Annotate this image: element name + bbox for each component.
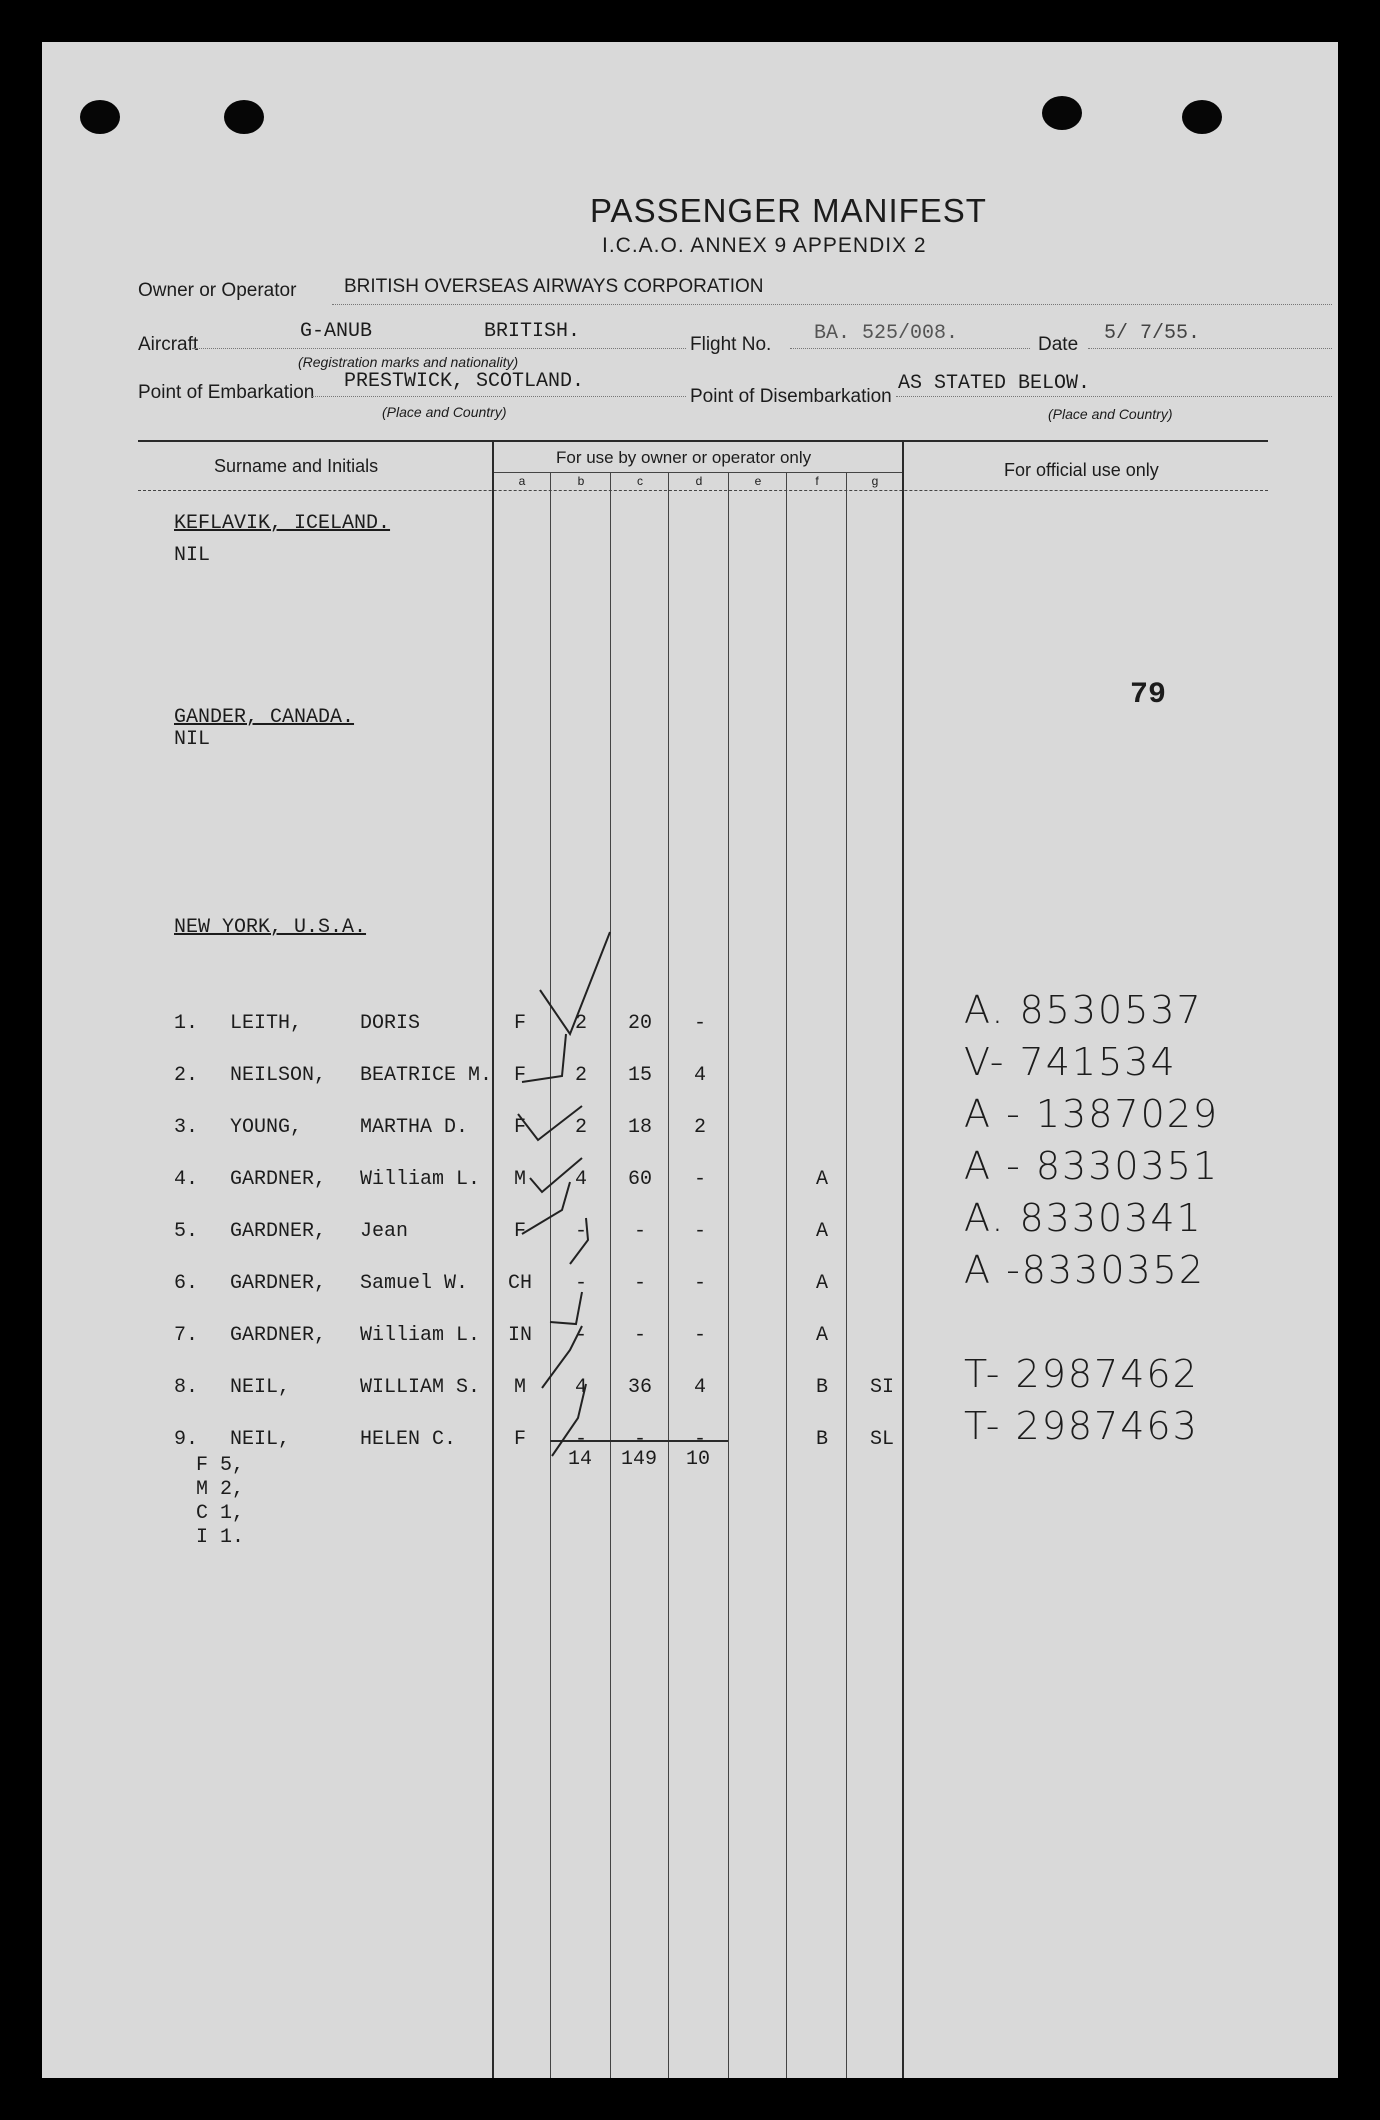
passenger-col-a: F xyxy=(513,1012,526,1035)
passenger-official-number: V- 741534 xyxy=(964,1040,1177,1084)
flight-label: Flight No. xyxy=(690,334,772,355)
passenger-col-a: F xyxy=(513,1116,526,1139)
passenger-col-c: 20 xyxy=(627,1012,652,1035)
column-g-letter: g xyxy=(871,474,879,488)
passenger-col-b: 4 xyxy=(574,1376,587,1399)
passenger-col-d: 4 xyxy=(693,1064,706,1087)
surname-header: Surname and Initials xyxy=(214,456,379,476)
passenger-col-c: 36 xyxy=(627,1376,652,1399)
column-e-letter: e xyxy=(754,474,762,488)
passenger-col-d: - xyxy=(693,1220,706,1243)
passenger-col-f: A xyxy=(815,1324,828,1347)
passenger-col-d: 2 xyxy=(693,1116,706,1139)
destination-keflavik-note: NIL xyxy=(174,544,211,567)
owner-value: BRITISH OVERSEAS AIRWAYS CORPORATION xyxy=(344,276,764,297)
passenger-given-name: Jean xyxy=(360,1220,409,1243)
column-b-letter: b xyxy=(577,474,585,488)
passenger-col-d: - xyxy=(693,1012,706,1035)
passenger-number: 9. xyxy=(174,1428,199,1451)
passenger-given-name: HELEN C. xyxy=(360,1428,457,1451)
owner-label: Owner or Operator xyxy=(138,280,297,301)
passenger-col-f: A xyxy=(815,1272,828,1295)
passenger-col-b: - xyxy=(574,1428,587,1451)
passenger-surname: GARDNER, xyxy=(230,1168,327,1191)
passenger-col-d: - xyxy=(693,1168,706,1191)
passenger-given-name: MARTHA D. xyxy=(360,1116,469,1139)
passenger-col-f: A xyxy=(815,1168,828,1191)
passenger-col-c: - xyxy=(633,1324,646,1347)
passenger-col-g: SI xyxy=(869,1376,894,1399)
passenger-official-number: A. 8330341 xyxy=(964,1196,1203,1240)
passenger-col-c: - xyxy=(633,1220,646,1243)
passenger-col-f: A xyxy=(815,1220,828,1243)
destination-keflavik: KEFLAVIK, ICELAND. xyxy=(174,512,391,535)
passenger-col-b: 4 xyxy=(574,1168,587,1191)
passenger-number: 7. xyxy=(174,1324,199,1347)
column-a-letter: a xyxy=(518,474,526,488)
passenger-surname: NEIL, xyxy=(230,1428,291,1451)
passenger-col-a: F xyxy=(513,1428,526,1451)
manifest-page xyxy=(42,42,1338,2078)
passenger-col-d: - xyxy=(693,1324,706,1347)
passenger-col-c: - xyxy=(633,1272,646,1295)
passenger-col-b: - xyxy=(574,1272,587,1295)
summary-female: F 5, xyxy=(196,1454,245,1477)
passenger-surname: NEILSON, xyxy=(230,1064,327,1087)
passenger-surname: GARDNER, xyxy=(230,1272,327,1295)
passenger-col-b: - xyxy=(574,1324,587,1347)
passenger-col-a: IN xyxy=(507,1324,532,1347)
passenger-col-a: F xyxy=(513,1064,526,1087)
embarkation-label: Point of Embarkation xyxy=(138,382,315,403)
passenger-col-c: - xyxy=(633,1428,646,1451)
passenger-col-c: 15 xyxy=(627,1064,652,1087)
destination-new-york: NEW YORK, U.S.A. xyxy=(174,916,367,939)
passenger-given-name: Samuel W. xyxy=(360,1272,469,1295)
passenger-number: 3. xyxy=(174,1116,199,1139)
check-marks xyxy=(42,42,1338,2078)
passenger-number: 4. xyxy=(174,1168,199,1191)
official-use-header: For official use only xyxy=(1004,460,1159,480)
passenger-given-name: DORIS xyxy=(360,1012,421,1035)
column-f-letter: f xyxy=(815,474,819,488)
passenger-surname: GARDNER, xyxy=(230,1324,327,1347)
passenger-col-c: 60 xyxy=(627,1168,652,1191)
date-label: Date xyxy=(1038,334,1079,355)
destination-gander: GANDER, CANADA. xyxy=(174,706,355,729)
disembarkation-value: AS STATED BELOW. xyxy=(898,372,1091,395)
summary-infant: I 1. xyxy=(196,1526,245,1549)
passenger-official-number: A. 8530537 xyxy=(964,988,1203,1032)
passenger-official-number: A -8330352 xyxy=(964,1248,1206,1292)
summary-male: M 2, xyxy=(196,1478,245,1501)
passenger-col-b: 2 xyxy=(574,1012,587,1035)
destination-gander-note: NIL xyxy=(174,728,211,751)
passenger-given-name: WILLIAM S. xyxy=(360,1376,481,1399)
passenger-col-a: M xyxy=(513,1168,526,1191)
passenger-number: 6. xyxy=(174,1272,199,1295)
passenger-given-name: BEATRICE M. xyxy=(360,1064,493,1087)
passenger-given-name: William L. xyxy=(360,1168,481,1191)
passenger-number: 5. xyxy=(174,1220,199,1243)
column-c-letter: c xyxy=(637,474,643,488)
page-title: PASSENGER MANIFEST xyxy=(590,192,987,229)
aircraft-value: G-ANUB xyxy=(300,320,373,343)
passenger-number: 2. xyxy=(174,1064,199,1087)
passenger-col-b: 2 xyxy=(574,1116,587,1139)
passenger-col-d: 4 xyxy=(693,1376,706,1399)
page-number: 79 xyxy=(1130,678,1167,712)
passenger-col-a: M xyxy=(513,1376,526,1399)
passenger-surname: NEIL, xyxy=(230,1376,291,1399)
disembarkation-label: Point of Disembarkation xyxy=(690,386,892,407)
passenger-official-number: T- 2987463 xyxy=(964,1404,1199,1448)
passenger-col-d: - xyxy=(693,1272,706,1295)
passenger-col-f: B xyxy=(815,1376,828,1399)
total-c: 149 xyxy=(620,1448,657,1471)
disembarkation-place-note: (Place and Country) xyxy=(1048,406,1173,422)
date-value: 5/ 7/55. xyxy=(1104,322,1201,345)
owner-use-header: For use by owner or operator only xyxy=(556,448,812,467)
embarkation-value: PRESTWICK, SCOTLAND. xyxy=(344,370,585,393)
passenger-col-a: CH xyxy=(507,1272,532,1295)
passenger-col-f: B xyxy=(815,1428,828,1451)
passenger-surname: GARDNER, xyxy=(230,1220,327,1243)
passenger-col-g: SL xyxy=(869,1428,894,1451)
flight-value: BA. 525/008. xyxy=(814,322,959,345)
passenger-official-number: A - 1387029 xyxy=(964,1092,1220,1136)
passenger-surname: YOUNG, xyxy=(230,1116,303,1139)
passenger-col-d: - xyxy=(693,1428,706,1451)
total-d: 10 xyxy=(685,1448,710,1471)
passenger-number: 1. xyxy=(174,1012,199,1035)
passenger-given-name: William L. xyxy=(360,1324,481,1347)
column-d-letter: d xyxy=(695,474,703,488)
passenger-col-b: 2 xyxy=(574,1064,587,1087)
aircraft-label: Aircraft xyxy=(138,334,199,355)
registration-note: (Registration marks and nationality) xyxy=(298,354,519,370)
total-b: 14 xyxy=(567,1448,592,1471)
passenger-official-number: T- 2987462 xyxy=(964,1352,1199,1396)
nationality-value: BRITISH. xyxy=(484,320,581,343)
passenger-official-number: A - 8330351 xyxy=(964,1144,1220,1188)
summary-child: C 1, xyxy=(196,1502,245,1525)
embarkation-place-note: (Place and Country) xyxy=(382,404,507,420)
passenger-col-b: - xyxy=(574,1220,587,1243)
passenger-number: 8. xyxy=(174,1376,199,1399)
page-subtitle: I.C.A.O. ANNEX 9 APPENDIX 2 xyxy=(602,234,927,257)
passenger-surname: LEITH, xyxy=(230,1012,303,1035)
passenger-col-a: F xyxy=(513,1220,526,1243)
passenger-col-c: 18 xyxy=(627,1116,652,1139)
